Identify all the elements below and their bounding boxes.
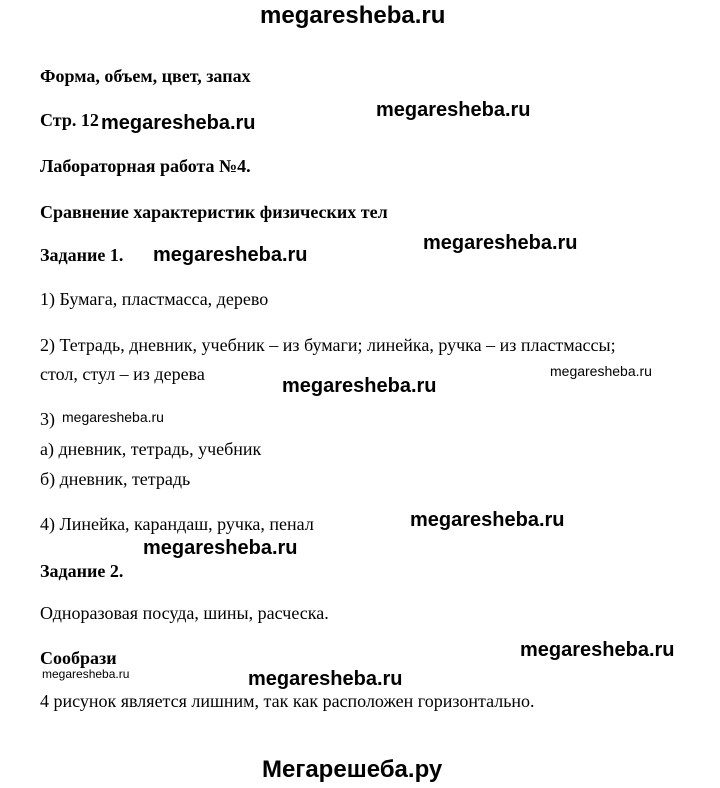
think-heading: Сообрази xyxy=(40,648,117,668)
task1-item3a: а) дневник, тетрадь, учебник xyxy=(40,439,262,459)
page-reference: Стр. 12 xyxy=(40,110,99,130)
watermark-text: megaresheba.ru xyxy=(42,667,130,681)
task1-heading: Задание 1. xyxy=(40,245,124,265)
watermark-text: megaresheba.ru xyxy=(550,363,652,379)
lab-title: Лабораторная работа №4. xyxy=(40,156,251,176)
task2-answer: Одноразовая посуда, шины, расческа. xyxy=(40,603,329,623)
watermark-text: megaresheba.ru xyxy=(410,509,565,531)
watermark-text: megaresheba.ru xyxy=(520,639,675,661)
task1-item2-line2: стол, стул – из дерева xyxy=(40,364,205,384)
lab-subtitle: Сравнение характеристик физических тел xyxy=(40,202,388,222)
watermark-text: megaresheba.ru xyxy=(143,537,298,559)
watermark-text: megaresheba.ru xyxy=(248,668,403,690)
watermark-text: megaresheba.ru xyxy=(153,244,308,266)
watermark-text: megaresheba.ru xyxy=(376,99,531,121)
task2-heading: Задание 2. xyxy=(40,561,124,581)
task1-item4: 4) Линейка, карандаш, ручка, пенал xyxy=(40,514,314,534)
watermark-text: megaresheba.ru xyxy=(423,232,578,254)
site-header: megaresheba.ru xyxy=(260,2,446,29)
think-answer: 4 рисунок является лишним, так как расположен горизонтально. xyxy=(40,691,535,711)
site-footer: Мегарешеба.ру xyxy=(262,756,443,783)
watermark-text: megaresheba.ru xyxy=(282,375,437,397)
watermark-text: megaresheba.ru xyxy=(62,409,164,425)
watermark-text: megaresheba.ru xyxy=(101,112,256,134)
topic-heading: Форма, объем, цвет, запах xyxy=(40,66,251,86)
task1-item2-line1: 2) Тетрадь, дневник, учебник – из бумаги; линейка, ручка – из пластмассы; xyxy=(40,335,616,355)
task1-item1: 1) Бумага, пластмасса, дерево xyxy=(40,289,269,309)
task1-item3b: б) дневник, тетрадь xyxy=(40,469,191,489)
task1-item3: 3) xyxy=(40,409,55,429)
